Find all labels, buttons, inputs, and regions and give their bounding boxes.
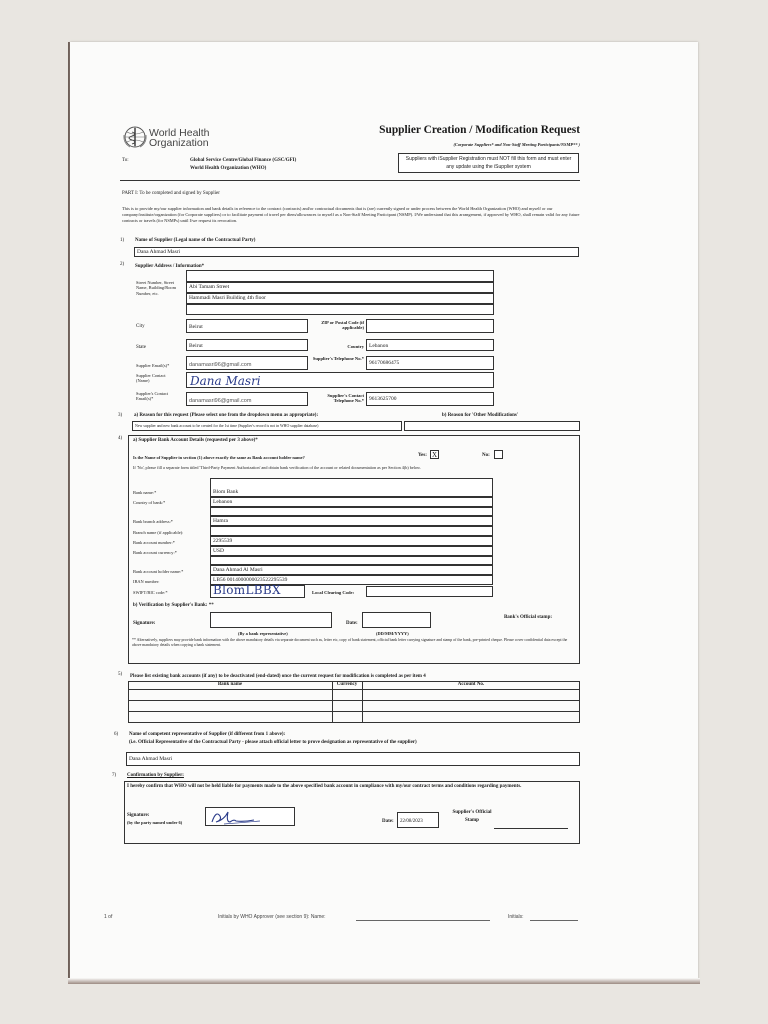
clearing-label: Local Clearing Code: <box>312 590 355 595</box>
email-label: Supplier Email(s)* <box>136 363 170 368</box>
zip-field[interactable] <box>366 319 494 333</box>
representative-field[interactable]: Dana Ahmad Masri <box>126 752 580 766</box>
street-field-4[interactable] <box>186 304 494 315</box>
account-number-field[interactable]: 2295539 <box>210 536 493 546</box>
supplier-signature-field[interactable] <box>205 807 295 826</box>
form-subtitle: (Corporate Suppliers* and Non-Staff Meeting Participants/NSMP** ) <box>453 142 580 147</box>
section4-label-a: a) Supplier Bank Account Details (requested per 3 above)* <box>133 438 258 443</box>
initials-label: Initials: <box>508 914 524 920</box>
iban-field[interactable]: LB56 0014000000023522295539 <box>210 575 493 585</box>
bank-date-field[interactable] <box>362 612 431 628</box>
page-number: 1 of <box>104 914 113 920</box>
supplier-name-field[interactable]: Dana Ahmad Masri <box>134 247 579 257</box>
approver-initials-label: Initials by WHO Approver (see section 9): Name: <box>218 914 326 920</box>
swift-handwritten: BlomLBBX <box>213 583 281 597</box>
supplier-signature-sub: (by the party named under 6) <box>127 820 183 825</box>
phone-field[interactable]: 96170686475 <box>366 356 494 370</box>
to-label: To: <box>122 158 129 163</box>
supplier-date-field[interactable]: 22/08/2023 <box>397 812 439 828</box>
swift-field[interactable] <box>210 585 305 598</box>
approver-name-line <box>356 920 490 921</box>
section6-number: 6) <box>114 732 119 737</box>
table-row-divider-2 <box>128 711 580 712</box>
section4-label-b: b) Verification by Supplier's Bank: ** <box>133 603 214 608</box>
same-name-question: Is the Name of Supplier in section (1) above exactly the same as Bank account holder name? <box>133 455 305 460</box>
bank-signature-field[interactable] <box>210 612 332 628</box>
other-modifications-field[interactable] <box>404 421 580 431</box>
bank-country-field[interactable]: Lebanon <box>210 497 493 507</box>
bank-signature-label: Signature: <box>133 621 156 626</box>
street-field-2[interactable]: Abi Tamam Street <box>186 282 494 293</box>
swift-label: SWIFT/BIC code:* <box>133 590 168 595</box>
country-field[interactable]: Lebanon <box>366 339 494 351</box>
bank-date-label: Date: <box>346 621 358 626</box>
section2-label: Supplier Address / Information* <box>135 264 205 269</box>
no-checkbox[interactable] <box>494 450 503 459</box>
table-header-account: Account No. <box>457 682 485 687</box>
section5-label: Please list existing bank accounts (if any) to be deactivated (end-dated) once the current request for modification is completed as per item 4 <box>130 674 426 679</box>
city-label: City <box>136 324 145 329</box>
section7-label: Confirmation by Supplier: <box>127 773 184 778</box>
bank-footnote: ** Alternatively, suppliers may provide bank information with the above mandatory details via separate document such as, letter etc, copy of bank statement, official bank letter carrying signature and stamp of the bank, pre-printed cheque. Please cover confidential data except the above mandatory details when copying a bank statement. <box>132 638 568 648</box>
section3-number: 3) <box>118 413 123 418</box>
part1-intro: This is to provide my/our supplier information and bank details in reference to the contract (contracts) and/or contractual documents that is (are) currently signed or under process between the World Health Organization (WHO) and myself or our company/institute/organization (for Corporate suppliers) or to facilitate payment of travel per diem/allowances to myself as a Non-Staff Meeting Participant (NSMP). I/We understand that this arrangement, if approved by WHO, shall remain valid for any future contracts or travels (for NSMPs) until I/we request its revocation. <box>122 206 580 223</box>
section3-label-a: a) Reason for this request (Please select one from the dropdown menu as appropriate): <box>134 413 319 418</box>
contact-name-field[interactable] <box>186 372 494 388</box>
page-bottom-edge <box>68 978 700 984</box>
part1-heading: PART I: To be completed and signed by Supplier <box>122 191 220 196</box>
to-line-1: Global Service Centre/Global Finance (GSC/GFI) <box>190 158 297 163</box>
handwritten-signature-icon <box>206 808 296 827</box>
holder-field[interactable]: Dana Ahmad Al Masri <box>210 565 493 575</box>
branch-name-label: Branch name (if applicable): <box>133 530 184 535</box>
contact-name-label: Supplier Contact (Name) <box>136 373 166 384</box>
section5-number: 5) <box>118 672 123 677</box>
street-label: Street Number, Street Name, Building/Room Number, etc. <box>136 280 177 296</box>
supplier-date-label: Date: <box>382 819 394 824</box>
org-name-line-2: Organization <box>149 137 209 149</box>
to-line-2: World Health Organization (WHO) <box>190 166 267 171</box>
city-field[interactable]: Beirut <box>186 319 308 333</box>
branch-name-field[interactable] <box>210 526 493 536</box>
state-field[interactable]: Beirut <box>186 339 308 351</box>
clearing-field[interactable] <box>366 586 493 597</box>
section4-number: 4) <box>118 436 123 441</box>
supplier-signature-label: Signature: <box>127 813 150 818</box>
reason-dropdown[interactable]: New supplier and new bank account to be created for the 1st time (Supplier's record is not in WHO supplier database) <box>132 421 402 431</box>
yes-label: Yes: <box>418 453 427 458</box>
contact-name-handwritten: Dana Masri <box>190 374 261 388</box>
contact-phone-field[interactable]: 9613625700 <box>366 392 494 406</box>
isupplier-notice <box>398 153 579 173</box>
table-header-currency: Currency <box>336 682 358 687</box>
contact-email-label: Supplier's Contact Email(s)* <box>136 391 169 402</box>
form-title: Supplier Creation / Modification Request <box>379 124 580 136</box>
contact-email-field[interactable]: danamasri96@gmail.com <box>186 392 308 406</box>
section6-sublabel: (i.e. Official Representative of the Contractual Party - please attach official letter to prove designation as representative of the supplier) <box>129 740 417 745</box>
who-emblem-icon <box>122 124 148 150</box>
table-row-divider-1 <box>128 700 580 701</box>
org-name-line-1: World Health <box>149 127 210 139</box>
account-number-label: Bank account number:* <box>133 540 175 545</box>
contact-phone-label: Supplier's Contact Telephone No.* <box>327 393 364 404</box>
section1-label: Name of Supplier (Legal name of the Contractual Party) <box>135 238 256 243</box>
bank-name-label: Bank name:* <box>133 490 157 495</box>
email-field[interactable]: danamasri96@gmail.com <box>186 356 308 370</box>
street-field-3[interactable]: Hammadi Masri Building 4th floor <box>186 293 494 304</box>
supplier-stamp-label: Supplier's Official Stamp <box>452 810 492 823</box>
street-field-1[interactable] <box>186 270 494 282</box>
bank-date-format: (DD/MM/YYYY) <box>376 631 409 636</box>
yes-checkbox[interactable]: X <box>431 451 438 459</box>
header-divider <box>120 180 580 181</box>
supplier-stamp-line <box>494 828 568 829</box>
holder-label: Bank account holder name:* <box>133 569 184 574</box>
bank-spacer-field-2 <box>210 556 493 565</box>
table-header-bank: Bank name <box>217 682 243 687</box>
section1-number: 1) <box>120 238 125 243</box>
bank-stamp-label: Bank's Official stamp: <box>503 615 553 620</box>
who-logo <box>122 124 148 150</box>
zip-label: ZIP or Postal Code (if applicable) <box>321 320 364 331</box>
section6-label: Name of competent representative of Supplier (if different from 1 above): <box>129 732 286 737</box>
by-bank-rep: (By a bank representative) <box>238 631 288 636</box>
if-no-instruction: If 'No', please fill a separate form titled 'Third-Party Payment Authorization' and obtain bank verification of the account or related documentation as per Section 4(b) below. <box>133 465 421 470</box>
initials-line <box>530 920 578 921</box>
isupplier-notice-text: Suppliers with iSupplier Registration must NOT fill this form and must enter any update using the iSupplier system <box>405 156 572 170</box>
section7-number: 7) <box>112 773 117 778</box>
branch-address-field[interactable]: Hamra <box>210 516 493 526</box>
phone-label: Supplier's Telephone No.* <box>312 356 364 361</box>
country-label: Country <box>347 344 364 349</box>
confirmation-text: I hereby confirm that WHO will not be held liable for payments made to the above specified bank account in compliance with my/our contract terms and conditions regarding payments. <box>127 784 522 789</box>
bank-name-field[interactable]: Blom Bank <box>210 478 493 497</box>
iban-label: IBAN number: <box>133 579 160 584</box>
section3-label-b: b) Reason for 'Other Modifications' <box>442 413 519 418</box>
section2-number: 2) <box>120 262 125 267</box>
no-label: No: <box>482 453 490 458</box>
state-label: State <box>136 345 146 350</box>
bank-country-label: Country of bank:* <box>133 500 166 505</box>
table-header-divider <box>128 689 580 690</box>
branch-address-label: Bank branch address:* <box>133 519 173 524</box>
currency-field[interactable]: USD <box>210 546 493 556</box>
bank-spacer-field <box>210 507 493 516</box>
confirmation-frame <box>124 781 580 844</box>
currency-label: Bank account currency:* <box>133 550 177 555</box>
